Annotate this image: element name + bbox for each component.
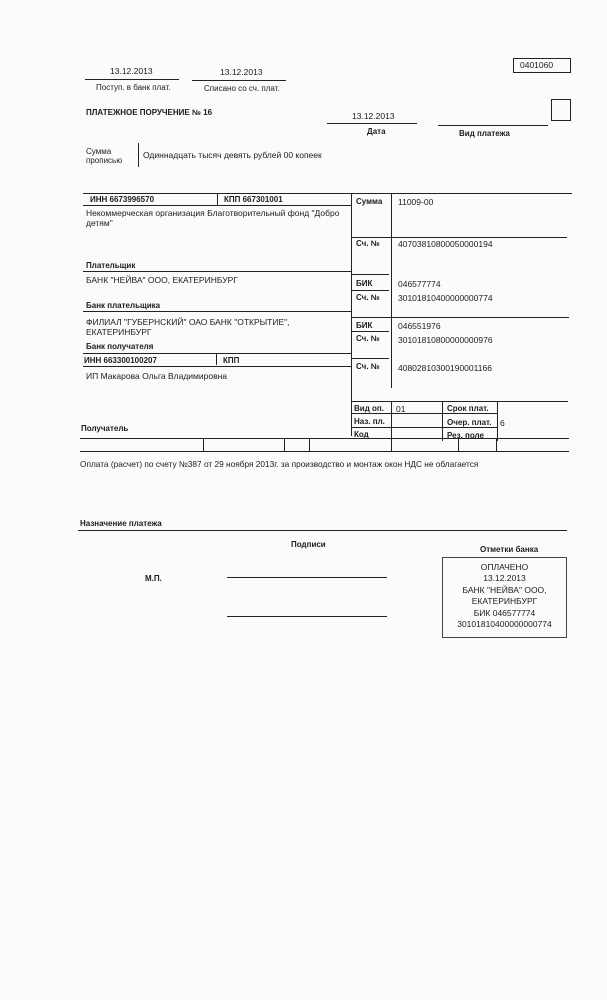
bank-marks-label: Отметки банка xyxy=(480,545,539,554)
payee-name: ИП Макарова Ольга Владимировна xyxy=(86,371,228,381)
payer-sum-label: Сумма xyxy=(356,197,383,206)
op-type-value: 01 xyxy=(396,404,406,414)
payee-account-label: Сч. № xyxy=(356,362,380,371)
order-title: ПЛАТЕЖНОЕ ПОРУЧЕНИЕ № 16 xyxy=(86,108,213,117)
reserve-label: Рез. поле xyxy=(447,431,484,440)
payee-bank-label: Банк получателя xyxy=(86,342,154,351)
tax-sep-2 xyxy=(284,438,285,451)
right-col-left xyxy=(351,193,352,436)
line-payee-bank-bottom xyxy=(83,353,351,354)
line-inn-bottom xyxy=(83,205,351,206)
tax-sep-6 xyxy=(496,438,497,451)
payment-type-code-box xyxy=(551,99,571,121)
sep-inn-kpp xyxy=(217,193,218,205)
debited-date-line xyxy=(192,80,286,81)
line-payer-bik-bottom xyxy=(351,290,389,291)
payee-bank-bik-label: БИК xyxy=(356,321,373,330)
bank-paid-stamp xyxy=(442,557,567,638)
payer-name-line2: детям" xyxy=(86,217,113,228)
payee-inn: ИНН 663300100207 xyxy=(84,356,157,365)
stamp-line5: БИК 046577774 xyxy=(473,607,536,618)
line-payer-account-top xyxy=(351,237,567,238)
amount-words-label xyxy=(86,147,122,165)
priority-value: 6 xyxy=(500,418,505,428)
right-col-value xyxy=(391,193,392,388)
code-label: Код xyxy=(354,430,369,439)
received-date-line xyxy=(85,79,179,80)
tax-sep-4 xyxy=(391,438,392,451)
line-tax-bottom xyxy=(80,451,569,452)
payee-bank-name-line1: ФИЛИАЛ "ГУБЕРНСКИЙ" ОАО БАНК "ОТКРЫТИЕ", xyxy=(86,317,290,327)
purpose-text: Оплата (расчет) по счету №387 от 29 ноября 2013г. за производство и монтаж окон НДС не облагается xyxy=(80,459,479,469)
stamp-line3: БАНК "НЕЙВА" ООО, xyxy=(462,584,547,595)
payee-bank-account-label: Сч. № xyxy=(356,334,380,343)
sep-payee-inn-kpp xyxy=(216,353,217,365)
term-label: Срок плат. xyxy=(447,404,489,413)
line-payee-inn-bottom xyxy=(83,366,351,367)
line-payer-bottom xyxy=(83,271,351,272)
payer-bank-label: Банк плательщика xyxy=(86,301,161,310)
amount-words-label-line2: прописью xyxy=(86,156,123,166)
stamp-line4: ЕКАТЕРИНБУРГ xyxy=(471,596,538,607)
codes-sep-2 xyxy=(442,401,443,441)
debited-date: 13.12.2013 xyxy=(220,67,263,77)
purpose-label: Назначение платежа xyxy=(80,519,162,528)
payer-label: Плательщик xyxy=(86,261,136,270)
purpose-code-label: Наз. пл. xyxy=(354,417,385,426)
priority-label: Очер. плат. xyxy=(447,418,492,427)
line-payer-bank-bottom xyxy=(83,311,351,312)
payee-bank-name-line2: ЕКАТЕРИНБУРГ xyxy=(86,326,152,337)
payer-bank-account-value: 30101810400000000774 xyxy=(398,293,493,303)
line-codes-top xyxy=(351,401,568,402)
payee-kpp: КПП xyxy=(223,356,240,365)
line-payee-account-top xyxy=(351,358,389,359)
tax-sep-3 xyxy=(309,438,310,451)
payer-account-label: Сч. № xyxy=(356,239,380,248)
line-payer-bik-top xyxy=(351,274,389,275)
amount-words-separator xyxy=(138,143,139,167)
payer-bank-name: БАНК "НЕЙВА" ООО, ЕКАТЕРИНБУРГ xyxy=(86,275,238,285)
payer-account-value: 40703810800050000194 xyxy=(398,239,493,249)
payment-type-label: Вид платежа xyxy=(459,129,510,138)
payee-account-value: 40802810300190001166 xyxy=(398,363,492,373)
order-date-line xyxy=(327,123,417,124)
signatures-label: Подписи xyxy=(291,540,326,549)
payer-bank-bik-label: БИК xyxy=(356,279,373,288)
line-payee-bik-top xyxy=(351,317,569,318)
line-inn-top xyxy=(83,193,572,194)
payer-bank-bik-value: 046577774 xyxy=(398,279,441,289)
payee-bank-account-value: 30101810800000000976 xyxy=(398,335,493,345)
line-payee-bik-bottom xyxy=(351,331,389,332)
op-type-label: Вид оп. xyxy=(354,404,384,413)
amount-words-value: Одиннадцать тысяч девять рублей 00 копеек xyxy=(143,150,322,160)
payer-inn: ИНН 6673996570 xyxy=(90,195,155,204)
signature-line-2 xyxy=(227,616,387,617)
debited-date-label: Списано со сч. плат. xyxy=(204,84,280,93)
order-date: 13.12.2013 xyxy=(352,111,395,121)
payer-bank-account-label: Сч. № xyxy=(356,293,380,302)
form-code-box xyxy=(513,58,571,73)
payer-name-line1: Некоммерческая организация Благотворительный фонд "Добро xyxy=(86,208,340,218)
codes-sep-1 xyxy=(391,401,392,441)
codes-sep-3 xyxy=(497,401,498,441)
signature-line-1 xyxy=(227,577,387,578)
payer-sum-value: 11009-00 xyxy=(398,197,434,207)
tax-sep-5 xyxy=(458,438,459,451)
stamp-line2: 13.12.2013 xyxy=(483,573,526,584)
received-date-label: Поступ. в банк плат. xyxy=(96,83,171,92)
payee-label: Получатель xyxy=(81,424,129,433)
line-codes-mid1 xyxy=(351,413,497,414)
payment-type-line xyxy=(438,125,548,126)
order-date-label: Дата xyxy=(367,127,386,136)
line-purpose-bottom xyxy=(78,530,567,531)
mp-label: М.П. xyxy=(145,574,162,583)
payer-name xyxy=(86,209,339,229)
stamp-line6: 30101810400000000774 xyxy=(457,619,552,630)
stamp-line1: ОПЛАЧЕНО xyxy=(480,562,529,572)
line-codes-mid2 xyxy=(351,427,497,428)
tax-sep-1 xyxy=(203,438,204,451)
received-date: 13.12.2013 xyxy=(110,66,153,76)
form-code: 0401060 xyxy=(520,60,554,70)
payer-kpp: КПП 667301001 xyxy=(224,195,283,204)
payee-bank-bik-value: 046551976 xyxy=(398,321,441,331)
payee-bank-name xyxy=(86,318,290,338)
amount-words-label-line1: Сумма xyxy=(86,147,112,156)
